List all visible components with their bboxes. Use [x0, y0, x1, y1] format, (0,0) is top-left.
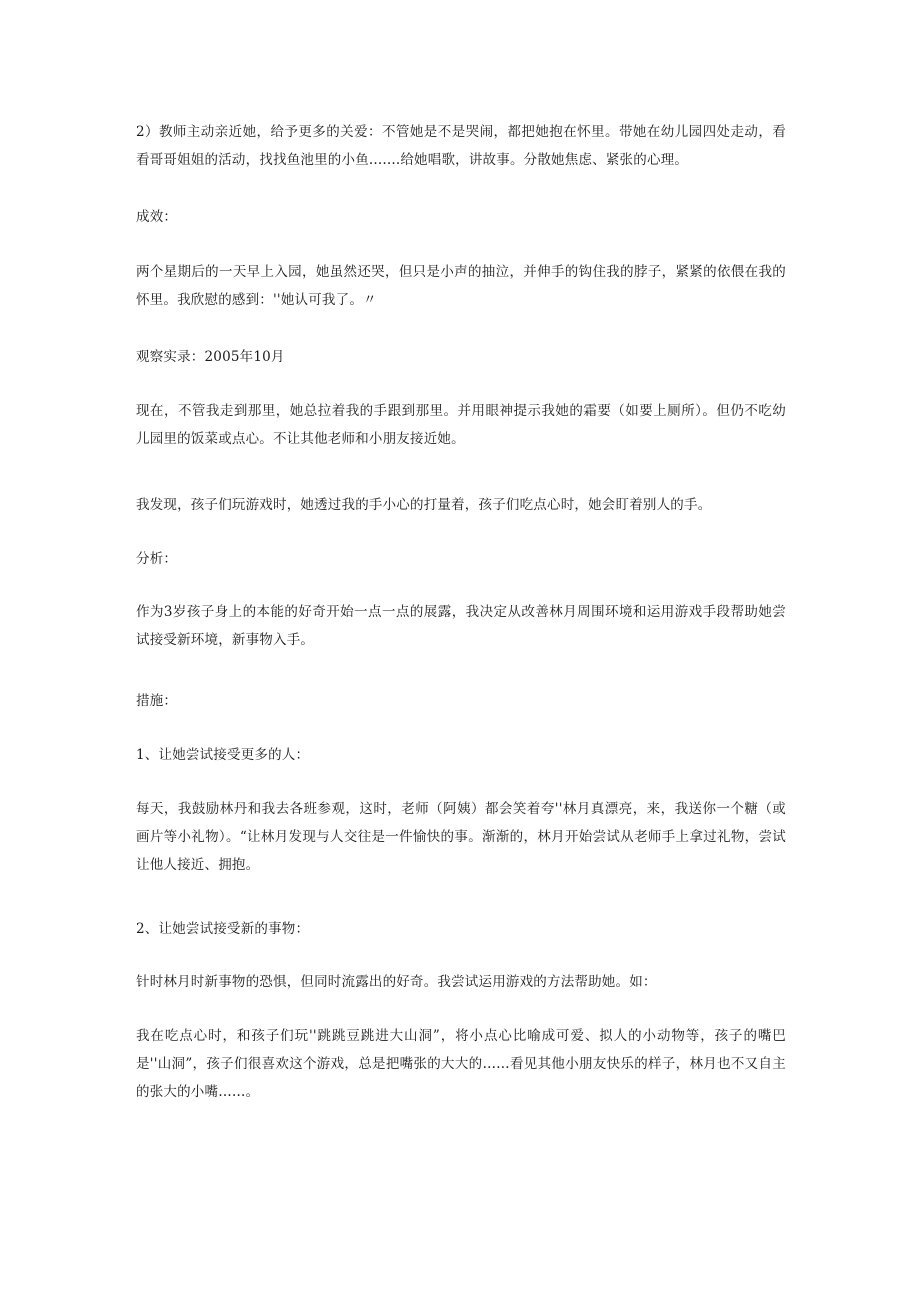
heading-results: 成效： [136, 209, 178, 225]
paragraph-observation-now: 现在，不管我走到那里，她总拉着我的手跟到那里。并用眼神提示我她的霜要（如要上厕所）。但仍不吃幼儿园里的饭菜或点心。不让其他老师和小朋友接近她。 [136, 403, 786, 447]
heading-measure-1: 1、让她尝试接受更多的人： [136, 747, 310, 763]
paragraph-teacher-care: 2）教师主动亲近她，给予更多的关爱：不管她是不是哭闹，都把她抱在怀里。带她在幼儿园四处走动，看看哥哥姐姐的活动，找找鱼池里的小鱼.......给她唱歌，讲故事。分散她焦虑、紧张的心理。 [136, 124, 786, 168]
paragraph-measure-2-intro: 针时林月时新事物的恐惧，但同时流露出的好奇。我尝试运用游戏的方法帮助她。如： [136, 974, 657, 990]
paragraph-measure-2-example: 我在吃点心时，和孩子们玩''跳跳豆跳进大山洞”，将小点心比喻成可爱、拟人的小动物等，孩子的嘴巴是''山洞”，孩子们很喜欢这个游戏，总是把嘴张的大大的……看见其他小朋友快乐的样子，林月也不又自主的张大的小嘴……。 [136, 1028, 786, 1100]
heading-measure-2: 2、让她尝试接受新的事物： [136, 921, 310, 937]
paragraph-results: 两个星期后的一天早上入园，她虽然还哭，但只是小声的抽泣，并伸手的钩住我的脖子，紧紧的依偎在我的怀里。我欣慰的感到：''她认可我了。〃 [136, 264, 786, 308]
paragraph-observation-found: 我发现，孩子们玩游戏时，她透过我的手小心的打量着，孩子们吃点心时，她会盯着别人的手。 [136, 497, 712, 513]
paragraph-analysis: 作为3岁孩子身上的本能的好奇开始一点一点的展露，我决定从改善林月周围环境和运用游戏手段帮助她尝试接受新环境，新事物入手。 [136, 604, 786, 648]
paragraph-measure-1: 每天，我鼓励林丹和我去各班参观，这时，老师（阿姨）都会笑着夸''林月真漂亮，来，我送你一个糖（或画片等小礼物）。“让林月发现与人交往是一件愉快的事。渐渐的，林月开始尝试从老师手上拿过礼物，尝试让他人接近、拥抱。 [136, 801, 786, 873]
heading-analysis: 分析： [136, 551, 178, 567]
heading-measures: 措施： [136, 693, 178, 709]
heading-observation-record: 观察实录：2005年10月 [136, 349, 285, 365]
